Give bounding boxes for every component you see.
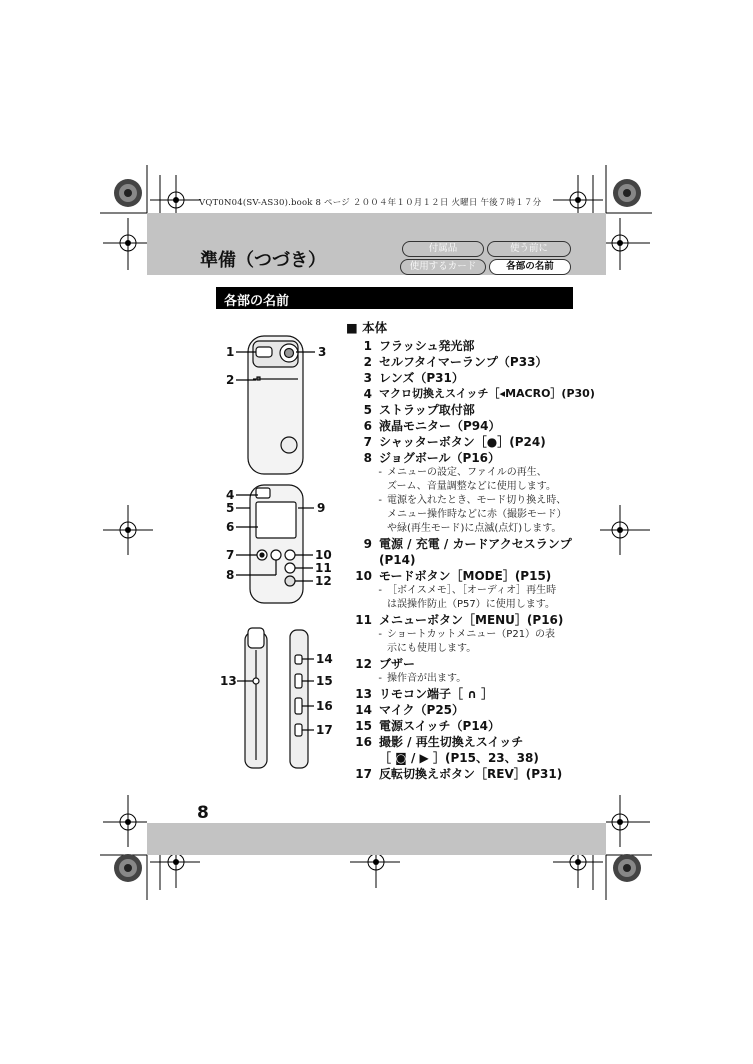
list-item: 10 モードボタン［MODE］(P15) [355, 569, 552, 583]
list-item: 13 リモコン端子［ ∩ ］ [355, 687, 494, 701]
callout-10: 10 [315, 548, 332, 562]
callout-6: 6 [226, 520, 235, 534]
callout-16: 16 [316, 699, 333, 713]
note: ズーム、音量調整などに使用します。 [387, 481, 556, 492]
section-title: 各部の名前 [224, 294, 290, 309]
list-item: 12 ブザー [355, 657, 416, 671]
note: は誤操作防止（P57）に使用します。 [387, 599, 555, 610]
callout-14: 14 [316, 652, 333, 666]
list-item: 17 反転切換えボタン［REV］(P31) [355, 767, 563, 781]
list-item: 11 メニューボタン［MENU］(P16) [355, 613, 564, 627]
note: - 電源を入れたとき、モード切り換え時、 [378, 495, 567, 506]
note: - ショートカットメニュー（P21）の表 [378, 629, 556, 640]
parts-heading: ■ 本体 [346, 320, 388, 335]
list-item-continued: ［ ◙ / ▶ ］(P15、23、38) [379, 751, 539, 765]
list-item: 14 マイク（P25） [355, 703, 465, 717]
list-item: 16 撮影 / 再生切換えスイッチ [355, 735, 524, 749]
callout-3: 3 [318, 345, 327, 359]
list-item-continued: (P14) [379, 553, 416, 567]
callout-12: 12 [315, 574, 332, 588]
book-info-line: VQT0N04(SV-AS30).book 8 ページ ２００４年１０月１２日 火曜日 午後７時１７分 [199, 198, 542, 208]
callout-13: 13 [220, 674, 237, 688]
list-item: 9 電源 / 充電 / カードアクセスランプ [363, 537, 572, 551]
callout-1: 1 [226, 345, 235, 359]
list-item: 3 レンズ（P31） [363, 371, 464, 385]
tab-part-names[interactable]: 各部の名前 [489, 259, 571, 275]
note: - 操作音が出ます。 [378, 673, 467, 684]
callout-17: 17 [316, 723, 333, 737]
note: や緑(再生モード)に点滅(点灯)します。 [387, 523, 562, 534]
page-number: 8 [197, 803, 209, 823]
list-item: 15 電源スイッチ（P14） [355, 719, 501, 733]
tab-before-use[interactable]: 使う前に [487, 241, 571, 257]
callout-7: 7 [226, 548, 235, 562]
list-item: 6 液晶モニター（P94） [363, 419, 501, 433]
list-item: 8 ジョグボール（P16） [363, 451, 501, 465]
note: 示にも使用します。 [387, 643, 477, 654]
list-item: 1 フラッシュ発光部 [363, 339, 475, 353]
callout-5: 5 [226, 501, 235, 515]
callout-9: 9 [317, 501, 326, 515]
callout-15: 15 [316, 674, 333, 688]
note: - ［ボイスメモ］、［オーディオ］再生時 [378, 585, 557, 596]
tab-cards[interactable]: 使用するカード [400, 259, 486, 275]
list-item: 4 マクロ切換えスイッチ［◂MACRO］(P30) [363, 387, 595, 401]
tab-accessories[interactable]: 付属品 [402, 241, 484, 257]
note: メニュー操作時などに赤（撮影モード） [387, 509, 567, 520]
callout-11: 11 [315, 561, 332, 575]
list-item: 2 セルフタイマーランプ（P33） [363, 355, 548, 369]
callout-8: 8 [226, 568, 235, 582]
list-item: 5 ストラップ取付部 [363, 403, 475, 417]
chapter-title: 準備（つづき） [200, 250, 326, 271]
parts-list [346, 318, 595, 782]
callout-2: 2 [226, 373, 235, 387]
note: - メニューの設定、ファイルの再生、 [378, 467, 547, 478]
callout-4: 4 [226, 488, 235, 502]
list-item: 7 シャッターボタン［●］(P24) [363, 435, 546, 449]
